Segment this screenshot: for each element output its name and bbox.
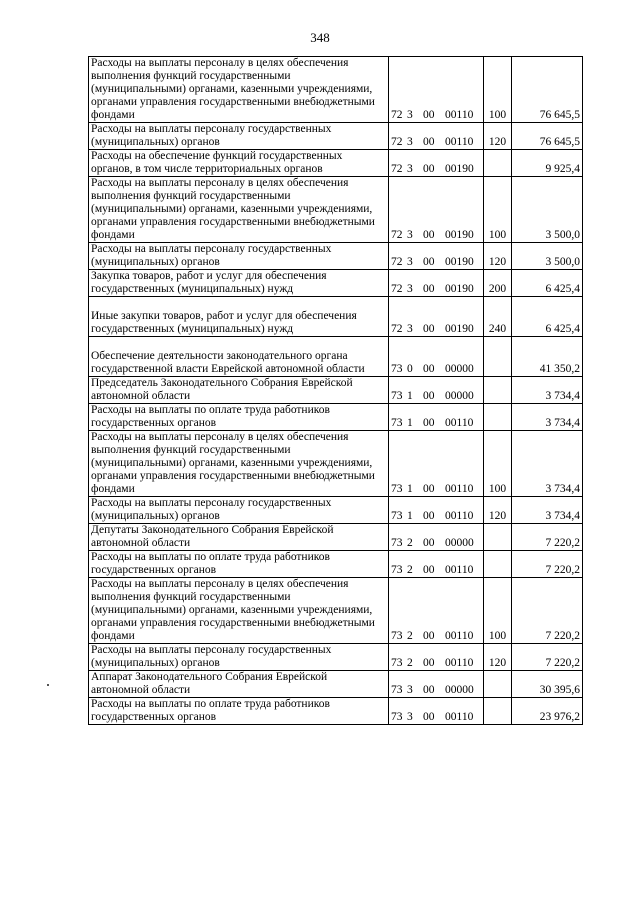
code-part: 00110 xyxy=(445,657,474,669)
code-part: 72 xyxy=(391,256,403,268)
amount-cell: 3 734,4 xyxy=(512,497,583,524)
expense-name-cell: Расходы на выплаты персоналу в целях обеспечения выполнения функций государственными (муниципальными) органами, казенными учреждениями, органами управления государственными внебюджетными фондами xyxy=(89,177,389,243)
expense-type-cell: 100 xyxy=(484,431,512,497)
table-row xyxy=(89,404,583,431)
expense-type-cell: 100 xyxy=(484,57,512,123)
code-part: 73 xyxy=(391,711,403,723)
code-part: 00 xyxy=(423,537,435,549)
table-row xyxy=(89,551,583,578)
code-part: 00110 xyxy=(445,564,474,576)
amount-cell: 7 220,2 xyxy=(512,578,583,644)
code-part: 00110 xyxy=(445,711,474,723)
code-part: 00 xyxy=(423,417,435,429)
expense-type-cell xyxy=(484,150,512,177)
target-article-code-cell xyxy=(389,337,484,377)
expense-name-cell: Расходы на выплаты по оплате труда работников государственных органов xyxy=(89,404,389,431)
scan-speck xyxy=(47,684,49,686)
table-row xyxy=(89,671,583,698)
code-part: 00 xyxy=(423,163,435,175)
code-part: 3 xyxy=(407,283,413,295)
code-part: 00190 xyxy=(445,323,474,335)
expense-type-cell: 200 xyxy=(484,270,512,297)
target-article-code-cell xyxy=(389,297,484,337)
expense-name-cell: Расходы на выплаты по оплате труда работников государственных органов xyxy=(89,698,389,725)
expense-type-cell: 100 xyxy=(484,578,512,644)
amount-cell: 41 350,2 xyxy=(512,337,583,377)
code-part: 00 xyxy=(423,283,435,295)
expense-type-cell xyxy=(484,524,512,551)
code-part: 0 xyxy=(407,363,413,375)
code-part: 00190 xyxy=(445,163,474,175)
code-part: 00 xyxy=(423,510,435,522)
expense-name-cell: Расходы на выплаты персоналу государственных (муниципальных) органов xyxy=(89,497,389,524)
target-article-code-cell xyxy=(389,123,484,150)
code-part: 3 xyxy=(407,711,413,723)
expense-type-cell xyxy=(484,671,512,698)
amount-cell: 3 500,0 xyxy=(512,243,583,270)
code-part: 00110 xyxy=(445,630,474,642)
code-part: 00 xyxy=(423,564,435,576)
code-part: 72 xyxy=(391,136,403,148)
code-part: 2 xyxy=(407,630,413,642)
amount-cell: 23 976,2 xyxy=(512,698,583,725)
code-part: 72 xyxy=(391,163,403,175)
budget-table-body xyxy=(89,57,583,725)
expense-name-cell: Депутаты Законодательного Собрания Еврейской автономной области xyxy=(89,524,389,551)
expense-name-cell: Иные закупки товаров, работ и услуг для обеспечения государственных (муниципальных) нужд xyxy=(89,297,389,337)
amount-cell: 7 220,2 xyxy=(512,524,583,551)
expense-type-cell xyxy=(484,698,512,725)
amount-cell: 76 645,5 xyxy=(512,57,583,123)
code-part: 00110 xyxy=(445,417,474,429)
target-article-code-cell xyxy=(389,497,484,524)
code-part: 1 xyxy=(407,483,413,495)
expense-type-cell: 120 xyxy=(484,497,512,524)
target-article-code-cell xyxy=(389,377,484,404)
table-row xyxy=(89,578,583,644)
expense-name-cell: Расходы на выплаты персоналу в целях обеспечения выполнения функций государственными (муниципальными) органами, казенными учреждениями, органами управления государственными внебюджетными фондами xyxy=(89,431,389,497)
expense-type-cell: 120 xyxy=(484,644,512,671)
amount-cell: 3 734,4 xyxy=(512,377,583,404)
target-article-code-cell xyxy=(389,671,484,698)
expense-name-cell: Расходы на выплаты персоналу государственных (муниципальных) органов xyxy=(89,243,389,270)
expense-name-cell: Обеспечение деятельности законодательного органа государственной власти Еврейской автономной области xyxy=(89,337,389,377)
target-article-code-cell xyxy=(389,404,484,431)
code-part: 72 xyxy=(391,109,403,121)
target-article-code-cell xyxy=(389,551,484,578)
code-part: 00110 xyxy=(445,136,474,148)
expense-name-cell: Расходы на выплаты персоналу государственных (муниципальных) органов xyxy=(89,123,389,150)
code-part: 73 xyxy=(391,483,403,495)
code-part: 00000 xyxy=(445,684,474,696)
code-part: 00000 xyxy=(445,363,474,375)
budget-table xyxy=(88,56,583,725)
code-part: 73 xyxy=(391,684,403,696)
expense-name-cell: Закупка товаров, работ и услуг для обеспечения государственных (муниципальных) нужд xyxy=(89,270,389,297)
amount-cell: 3 734,4 xyxy=(512,431,583,497)
target-article-code-cell xyxy=(389,524,484,551)
code-part: 3 xyxy=(407,684,413,696)
code-part: 73 xyxy=(391,417,403,429)
table-row xyxy=(89,297,583,337)
table-row xyxy=(89,644,583,671)
code-part: 3 xyxy=(407,256,413,268)
expense-name-cell: Расходы на выплаты персоналу в целях обеспечения выполнения функций государственными (муниципальными) органами, казенными учреждениями, органами управления государственными внебюджетными фондами xyxy=(89,578,389,644)
table-row xyxy=(89,377,583,404)
code-part: 00 xyxy=(423,711,435,723)
expense-name-cell: Аппарат Законодательного Собрания Еврейской автономной области xyxy=(89,671,389,698)
code-part: 00110 xyxy=(445,510,474,522)
target-article-code-cell xyxy=(389,431,484,497)
code-part: 72 xyxy=(391,323,403,335)
table-row xyxy=(89,431,583,497)
code-part: 00 xyxy=(423,136,435,148)
table-row xyxy=(89,123,583,150)
amount-cell: 7 220,2 xyxy=(512,644,583,671)
table-row xyxy=(89,243,583,270)
code-part: 73 xyxy=(391,564,403,576)
code-part: 00 xyxy=(423,109,435,121)
expense-type-cell: 120 xyxy=(484,123,512,150)
code-part: 73 xyxy=(391,363,403,375)
code-part: 00 xyxy=(423,390,435,402)
code-part: 00110 xyxy=(445,109,474,121)
table-row xyxy=(89,270,583,297)
amount-cell: 30 395,6 xyxy=(512,671,583,698)
amount-cell: 6 425,4 xyxy=(512,270,583,297)
expense-name-cell: Расходы на выплаты по оплате труда работников государственных органов xyxy=(89,551,389,578)
target-article-code-cell xyxy=(389,578,484,644)
code-part: 72 xyxy=(391,283,403,295)
table-row xyxy=(89,497,583,524)
target-article-code-cell xyxy=(389,243,484,270)
expense-type-cell xyxy=(484,377,512,404)
target-article-code-cell xyxy=(389,698,484,725)
expense-type-cell xyxy=(484,337,512,377)
code-part: 73 xyxy=(391,390,403,402)
code-part: 00 xyxy=(423,483,435,495)
table-row xyxy=(89,698,583,725)
code-part: 00110 xyxy=(445,483,474,495)
expense-type-cell: 100 xyxy=(484,177,512,243)
code-part: 73 xyxy=(391,510,403,522)
code-part: 00 xyxy=(423,684,435,696)
expense-type-cell xyxy=(484,551,512,578)
target-article-code-cell xyxy=(389,177,484,243)
amount-cell: 6 425,4 xyxy=(512,297,583,337)
code-part: 00190 xyxy=(445,229,474,241)
target-article-code-cell xyxy=(389,150,484,177)
code-part: 73 xyxy=(391,630,403,642)
amount-cell: 7 220,2 xyxy=(512,551,583,578)
table-row xyxy=(89,150,583,177)
code-part: 3 xyxy=(407,136,413,148)
expense-type-cell: 240 xyxy=(484,297,512,337)
amount-cell: 76 645,5 xyxy=(512,123,583,150)
expense-name-cell: Председатель Законодательного Собрания Еврейской автономной области xyxy=(89,377,389,404)
expense-type-cell: 120 xyxy=(484,243,512,270)
target-article-code-cell xyxy=(389,57,484,123)
target-article-code-cell xyxy=(389,270,484,297)
code-part: 73 xyxy=(391,657,403,669)
code-part: 3 xyxy=(407,229,413,241)
expense-name-cell: Расходы на обеспечение функций государственных органов, в том числе территориальных органов xyxy=(89,150,389,177)
table-row xyxy=(89,524,583,551)
code-part: 00000 xyxy=(445,537,474,549)
code-part: 00 xyxy=(423,657,435,669)
code-part: 00 xyxy=(423,323,435,335)
code-part: 00190 xyxy=(445,256,474,268)
code-part: 00000 xyxy=(445,390,474,402)
code-part: 3 xyxy=(407,109,413,121)
code-part: 00 xyxy=(423,630,435,642)
expense-name-cell: Расходы на выплаты персоналу в целях обеспечения выполнения функций государственными (муниципальными) органами, казенными учреждениями, органами управления государственными внебюджетными фондами xyxy=(89,57,389,123)
code-part: 1 xyxy=(407,417,413,429)
code-part: 1 xyxy=(407,390,413,402)
target-article-code-cell xyxy=(389,644,484,671)
code-part: 1 xyxy=(407,510,413,522)
expense-type-cell xyxy=(484,404,512,431)
code-part: 3 xyxy=(407,163,413,175)
table-row xyxy=(89,57,583,123)
code-part: 00190 xyxy=(445,283,474,295)
amount-cell: 3 734,4 xyxy=(512,404,583,431)
code-part: 3 xyxy=(407,323,413,335)
code-part: 73 xyxy=(391,537,403,549)
amount-cell: 9 925,4 xyxy=(512,150,583,177)
code-part: 72 xyxy=(391,229,403,241)
table-row xyxy=(89,337,583,377)
code-part: 2 xyxy=(407,537,413,549)
table-row xyxy=(89,177,583,243)
page-number: 348 xyxy=(310,30,330,45)
code-part: 00 xyxy=(423,363,435,375)
amount-cell: 3 500,0 xyxy=(512,177,583,243)
code-part: 00 xyxy=(423,256,435,268)
code-part: 2 xyxy=(407,564,413,576)
expense-name-cell: Расходы на выплаты персоналу государственных (муниципальных) органов xyxy=(89,644,389,671)
code-part: 2 xyxy=(407,657,413,669)
code-part: 00 xyxy=(423,229,435,241)
